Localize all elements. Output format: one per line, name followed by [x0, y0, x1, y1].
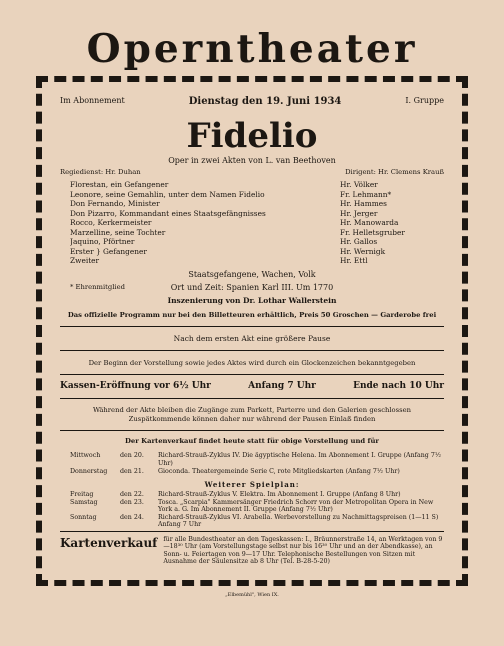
opera-title: Fidelio: [186, 116, 318, 156]
conductor-credit: Dirigent: Hr. Clemens Krauß: [345, 168, 444, 176]
cast-row: [70, 209, 440, 219]
schedule-more: [70, 491, 444, 529]
opera-subtitle: Oper in zwei Akten von L. van Beethoven: [168, 156, 336, 165]
program-note: Das offizielle Programm nur bei den Billetteuren erhältlich, Preis 50 Groschen — Garderobe frei: [67, 311, 437, 319]
date-label: Dienstag den 19. Juni 1934: [188, 96, 342, 107]
cast-singer: Fr. Lehmann*: [340, 189, 392, 199]
divider: [60, 350, 444, 351]
schedule-row: [70, 468, 444, 476]
place-time: Ort und Zeit: Spanien Karl III. Um 1770: [170, 283, 334, 292]
schedule-text: Richard-Strauß-Zyklus VI. Arabella. Werbevorstellung zu Nachmittagspreisen (1—11 S) Anfang 7 Uhr: [158, 513, 439, 528]
schedule-row: [70, 499, 444, 514]
schedule-date: den 22.: [120, 491, 144, 498]
schedule-day: Donnerstag: [70, 468, 108, 475]
cast-role: Don Pizarro, Kommandant eines Staatsgefängnisses: [70, 208, 266, 218]
cast-row: [70, 199, 440, 209]
ticket-sales-text: für alle Bundestheater an den Tageskassen: I., Bräunnerstraße 14, an Werktagen von 9—18³⁰ Uhr (am Vorstellungstage selbst nur bis 16³⁰ Uhr und an der Abendkasse), an Sonn- u. Feiertagen von 9—17 Uhr. Telephonische Bestellungen von Sitzen mit Ausnahme der Säulensitze ab 8 Uhr (Tel. B-28-5-20): [163, 536, 443, 566]
schedule-date: den 24.: [120, 513, 144, 521]
start-time: Anfang 7 Uhr: [248, 381, 316, 391]
schedule-row: [70, 514, 444, 529]
staging-credit: Inszenierung von Dr. Lothar Wallerstein: [167, 296, 337, 305]
access-notice: Während der Akte bleiben die Zugänge zum Parkett, Parterre und den Galerien geschlossen: [92, 406, 412, 414]
schedule-day: Mittwoch: [70, 452, 101, 459]
cast-singer: Fr. Helletsgruber: [340, 227, 405, 237]
subscription-label: Im Abonnement: [60, 96, 125, 105]
printer-imprint: „Elbemühl", Wien IX.: [225, 592, 279, 598]
cast-row: [70, 218, 440, 228]
end-time: Ende nach 10 Uhr: [353, 381, 444, 391]
divider: [60, 531, 444, 532]
schedule-day: Sonntag: [70, 513, 97, 521]
credits-row: [60, 168, 444, 176]
theater-title: Operntheater: [86, 26, 418, 72]
schedule-row: [70, 491, 444, 499]
presale-note: Der Kartenverkauf findet heute statt für obige Vorstellung und für: [125, 437, 379, 445]
cast-role: Erster } Gefangener: [70, 246, 147, 256]
cast-singer: Hr. Jerger: [340, 208, 378, 218]
divider: [60, 430, 444, 431]
schedule-text: Gioconda. Theatergemeinde Serie C, rote Mitgliedskarten (Anfang 7½ Uhr): [158, 468, 400, 475]
honor-note: * Ehrenmitglied: [70, 283, 125, 291]
ticket-sales-label: Kartenverkauf: [60, 536, 158, 550]
bell-note: Der Beginn der Vorstellung sowie jedes Aktes wird durch ein Glockenzeichen bekanntgegeben: [88, 359, 416, 367]
cast-row: [70, 228, 440, 238]
cast-row: [70, 256, 440, 266]
schedule-text: Richard-Strauß-Zyklus IV. Die ägyptische Helena. Im Abonnement I. Gruppe (Anfang 7½ Uhr): [158, 452, 441, 467]
cast-role: Marzelline, seine Tochter: [70, 227, 166, 237]
schedule-day: Samstag: [70, 498, 98, 506]
times-row: [60, 381, 444, 391]
schedule-row: [70, 452, 444, 467]
cast-singer: Hr. Ettl: [340, 256, 368, 265]
cast-row: [70, 237, 440, 247]
cast-row: [70, 247, 440, 257]
divider: [60, 326, 444, 327]
divider: [60, 374, 444, 375]
schedule-date: den 21.: [120, 468, 144, 475]
cast-singer: Hr. Gallos: [340, 237, 378, 246]
stage-direction-credit: Regiedienst: Hr. Duhan: [60, 168, 141, 176]
schedule-date: den 23.: [120, 498, 144, 506]
cast-singer: Hr. Wernigk: [340, 246, 386, 256]
cast-role: Florestan, ein Gefangener: [70, 180, 169, 189]
cast-role: Zweiter: [70, 256, 100, 265]
cast-singer: Hr. Völker: [340, 180, 378, 189]
cast-list: [70, 180, 440, 266]
cast-role: Leonore, seine Gemahlin, unter dem Namen Fidelio: [70, 189, 265, 199]
cast-role: Jaquino, Pförtner: [70, 237, 135, 246]
cast-row: [70, 190, 440, 200]
cast-role: Rocco, Kerkermeister: [70, 218, 152, 227]
schedule-day: Freitag: [70, 491, 94, 498]
schedule-text: Richard-Strauß-Zyklus V. Elektra. Im Abonnement I. Gruppe (Anfang 8 Uhr): [158, 491, 401, 498]
schedule-date: den 20.: [120, 452, 144, 459]
header-row: [60, 96, 444, 107]
group-label: I. Gruppe: [405, 96, 444, 105]
box-office-time: Kassen-Eröffnung vor 6½ Uhr: [60, 381, 211, 391]
cast-singer: Hr. Hammes: [340, 199, 387, 208]
schedule-text: Tosca. „Scarpia" Kammersänger Friedrich Schorr von der Metropolitan Opera in New York a. G. Im Abonnement II. Gruppe (Anfang 7½ Uhr): [158, 498, 434, 513]
schedule-today: [70, 452, 444, 476]
more-schedule-heading: Weiterer Spielplan:: [204, 480, 300, 489]
latecomer-notice: Zuspätkommende können daher nur während der Pausen Einlaß finden: [128, 415, 376, 423]
cast-singer: Hr. Manowarda: [340, 218, 399, 227]
cast-row: [70, 180, 440, 190]
divider: [60, 398, 444, 399]
chorus-line: Staatsgefangene, Wachen, Volk: [188, 270, 316, 279]
ticket-sales-block: [60, 536, 444, 566]
pause-note: Nach dem ersten Akt eine größere Pause: [173, 334, 331, 343]
cast-role: Don Fernando, Minister: [70, 199, 160, 208]
